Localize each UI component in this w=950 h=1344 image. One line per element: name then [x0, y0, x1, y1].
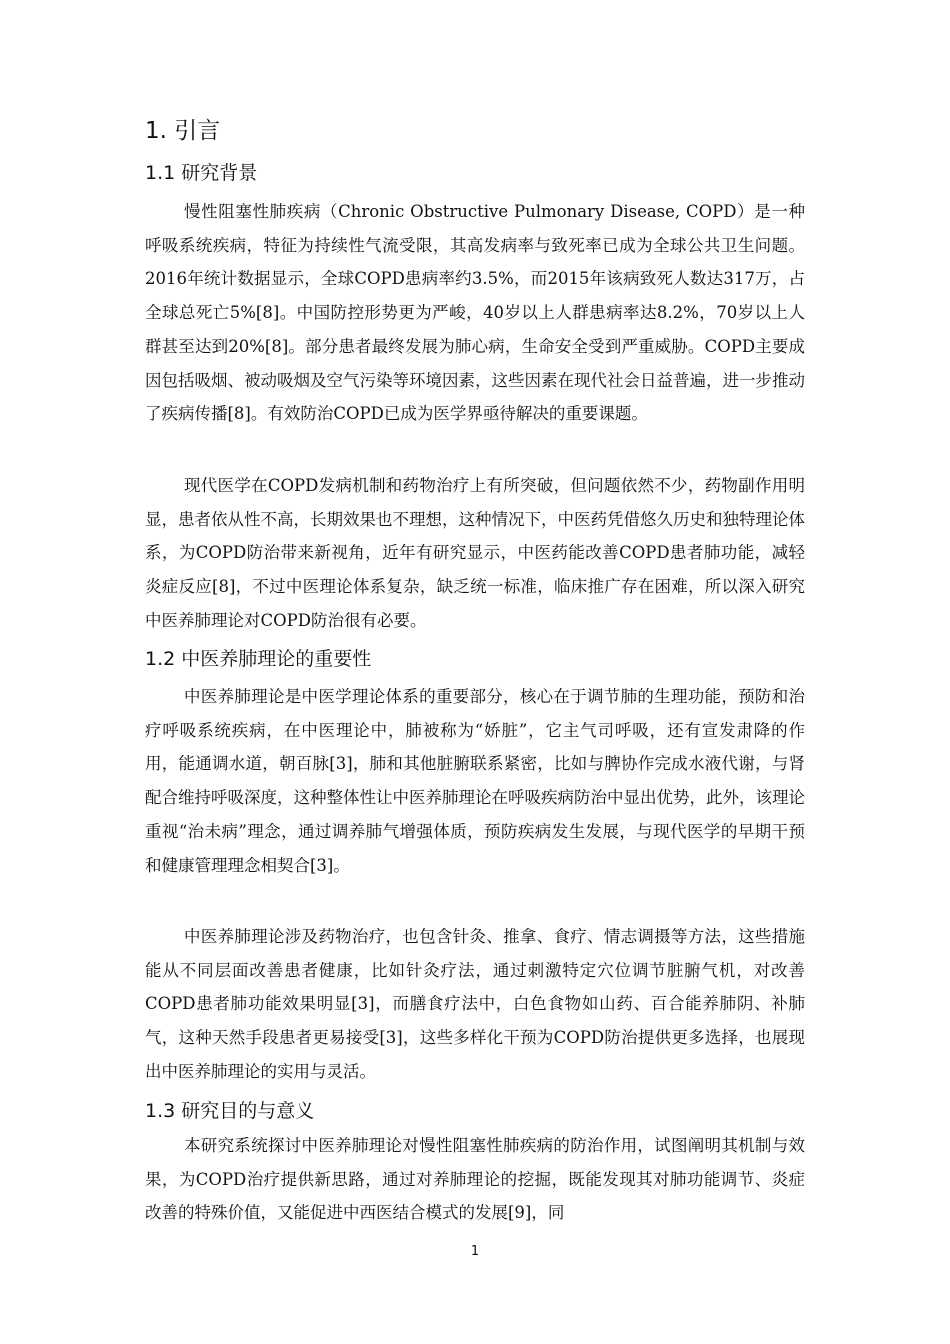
section-heading-introduction: 1. 引言: [145, 118, 221, 144]
paragraph-background-2: 现代医学在COPD发病机制和药物治疗上有所突破，但问题依然不少，药物副作用明显，患者依从性不高，长期效果也不理想，这种情况下，中医药凭借悠久历史和独特理论体系，为COPD防治带来新视角，近年有研究显示，中医药能改善COPD患者肺功能，减轻炎症反应[8]，不过中医理论体系复杂，缺乏统一标准，临床推广存在困难，所以深入研究中医养肺理论对COPD防治很有必要。: [145, 476, 805, 630]
paragraph-background-1: 慢性阻塞性肺疾病（Chronic Obstructive Pulmonary Disease, COPD）是一种呼吸系统疾病，特征为持续性气流受限，其高发病率与致死率已成为全球公共卫生问题。2016年统计数据显示，全球COPD患病率约3.5%，而2015年该病致死人数达317万，占全球总死亡5%[8]。中国防控形势更为严峻，40岁以上人群患病率达8.2%，70岁以上人群甚至达到20%[8]。部分患者最终发展为肺心病，生命安全受到严重威胁。COPD主要成因包括吸烟、被动吸烟及空气污染等环境因素，这些因素在现代社会日益普遍，进一步推动了疾病传播[8]。有效防治COPD已成为医学界亟待解决的重要课题。: [145, 202, 805, 424]
paragraph-importance-1: 中医养肺理论是中医学理论体系的重要部分，核心在于调节肺的生理功能，预防和治疗呼吸系统疾病，在中医理论中，肺被称为“娇脏”，它主气司呼吸，还有宣发肃降的作用，能通调水道，朝百脉[3]，肺和其他脏腑联系紧密，比如与脾协作完成水液代谢，与肾配合维持呼吸深度，这种整体性让中医养肺理论在呼吸疾病防治中显出优势，此外，该理论重视“治未病”理念，通过调养肺气增强体质，预防疾病发生发展，与现代医学的早期干预和健康管理理念相契合[3]。: [145, 687, 805, 875]
paragraph-purpose-1: 本研究系统探讨中医养肺理论对慢性阻塞性肺疾病的防治作用，试图阐明其机制与效果，为COPD治疗提供新思路，通过对养肺理论的挖掘，既能发现其对肺功能调节、炎症改善的特殊价值，又能促进中西医结合模式的发展[9]，同: [145, 1136, 805, 1223]
subsection-heading-background: 1.1 研究背景: [145, 162, 258, 184]
subsection-heading-purpose: 1.3 研究目的与意义: [145, 1100, 315, 1122]
subsection-heading-importance: 1.2 中医养肺理论的重要性: [145, 648, 372, 670]
paragraph-importance-2: 中医养肺理论涉及药物治疗，也包含针灸、推拿、食疗、情志调摄等方法，这些措施能从不同层面改善患者健康，比如针灸疗法，通过刺激特定穴位调节脏腑气机，对改善COPD患者肺功能效果明显[3]，而膳食疗法中，白色食物如山药、百合能养肺阴、补肺气，这种天然手段患者更易接受[3]，这些多样化干预为COPD防治提供更多选择，也展现出中医养肺理论的实用与灵活。: [145, 927, 805, 1081]
page-number: 1: [470, 1244, 480, 1259]
